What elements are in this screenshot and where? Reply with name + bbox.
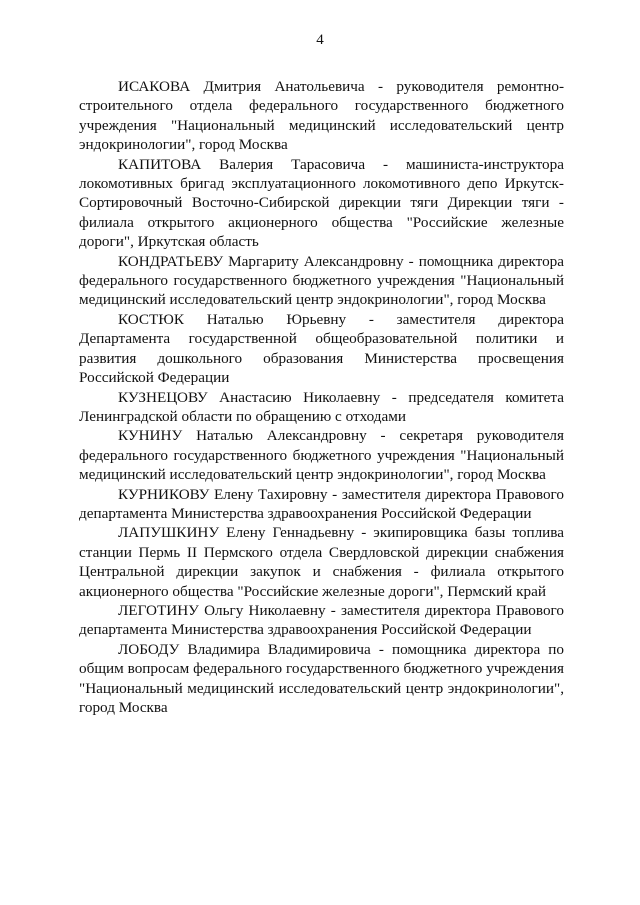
list-entry-loboda: ЛОБОДУ Владимира Владимировича - помощника директора по общим вопросам федерального государственного бюджетного учреждения "Национальный медицинский исследовательский центр эндокринологии", город Москва: [79, 640, 564, 716]
list-entry-kostyuk: КОСТЮК Наталью Юрьевну - заместителя директора Департамента государственной общеобразовательной политики и развития дошкольного образования Министерства просвещения Российской Федерации: [79, 310, 564, 387]
list-entry-kapitov: КАПИТОВА Валерия Тарасовича - машиниста-инструктора локомотивных бригад эксплуатационного локомотивного депо Иркутск-Сортировочный Восточно-Сибирской дирекции тяги Дирекции тяги - филиала открытого акционерного общества "Российские железные дороги", Иркутская область: [79, 155, 564, 251]
list-entry-kuznetsova: КУЗНЕЦОВУ Анастасию Николаевну - председателя комитета Ленинградской области по обращению с отходами: [79, 388, 564, 425]
page-number: 4: [316, 32, 324, 48]
list-entry-kondratieva: КОНДРАТЬЕВУ Маргариту Александровну - помощника директора федерального государственного бюджетного учреждения "Национальный медицинский исследовательский центр эндокринологии", город Москва: [79, 252, 564, 309]
list-entry-isakova: ИСАКОВА Дмитрия Анатольевича - руководителя ремонтно-строительного отдела федерального государственного бюджетного учреждения "Национальный медицинский исследовательский центр эндокринологии", город Москва: [79, 78, 564, 154]
list-entry-kurnikova: КУРНИКОВУ Елену Тахировну - заместителя директора Правового департамента Министерства здравоохранения Российской Федерации: [79, 485, 564, 522]
list-entry-kunina: КУНИНУ Наталью Александровну - секретаря руководителя федерального государственного бюджетного учреждения "Национальный медицинский исследовательский центр эндокринологии", город Москва: [79, 427, 564, 484]
list-entry-lapushkina: ЛАПУШКИНУ Елену Геннадьевну - экипировщика базы топлива станции Пермь II Пермского отдела Свердловской дирекции снабжения Центральной дирекции закупок и снабжения - филиала открытого акционерного общества "Российские железные дороги", Пермский край: [79, 524, 564, 600]
list-entry-legotina: ЛЕГОТИНУ Ольгу Николаевну - заместителя директора Правового департамента Министерства здравоохранения Российской Федерации: [79, 601, 564, 639]
award-list: [79, 77, 564, 717]
